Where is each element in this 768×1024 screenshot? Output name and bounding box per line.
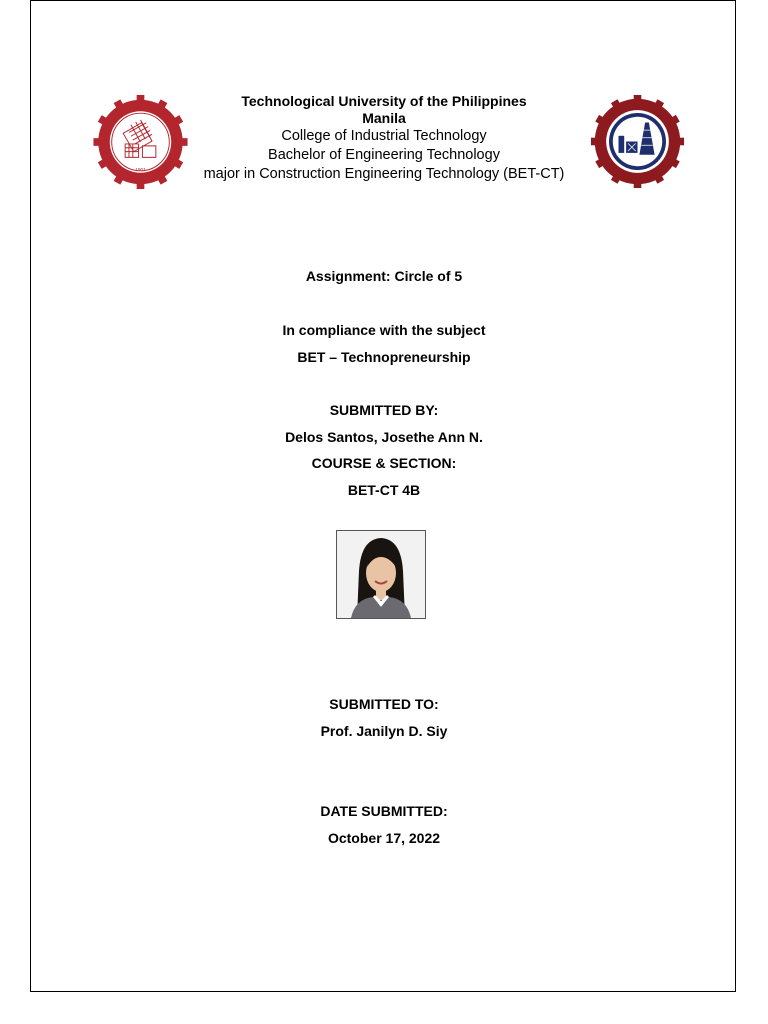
college-name: College of Industrial Technology	[281, 128, 487, 144]
program-name: Bachelor of Engineering Technology	[268, 147, 500, 163]
student-portrait-image	[337, 531, 425, 618]
compliance-line: In compliance with the subject	[282, 322, 486, 338]
student-photo	[336, 530, 426, 619]
campus-name: Manila	[362, 110, 406, 126]
submitted-to-label: SUBMITTED TO:	[329, 696, 439, 712]
document-header	[190, 93, 578, 184]
cit-seal-logo	[590, 94, 685, 189]
date-submitted-label: DATE SUBMITTED:	[320, 803, 448, 819]
student-name: Delos Santos, Josethe Ann N.	[285, 429, 483, 445]
university-name: Technological University of the Philippines	[241, 93, 527, 109]
date-submitted-value: October 17, 2022	[327, 830, 441, 846]
assignment-title: Assignment: Circle of 5	[305, 268, 463, 284]
subject-line: BET – Technopreneurship	[297, 349, 471, 365]
svg-text:1901: 1901	[135, 167, 146, 173]
course-section-label: COURSE & SECTION:	[311, 455, 457, 471]
major-name: major in Construction Engineering Technology (BET-CT)	[203, 166, 565, 182]
course-section: BET-CT 4B	[347, 482, 421, 498]
professor-name: Prof. Janilyn D. Siy	[320, 723, 448, 739]
tup-seal-logo	[90, 94, 191, 190]
submitted-by-label: SUBMITTED BY:	[329, 402, 439, 418]
